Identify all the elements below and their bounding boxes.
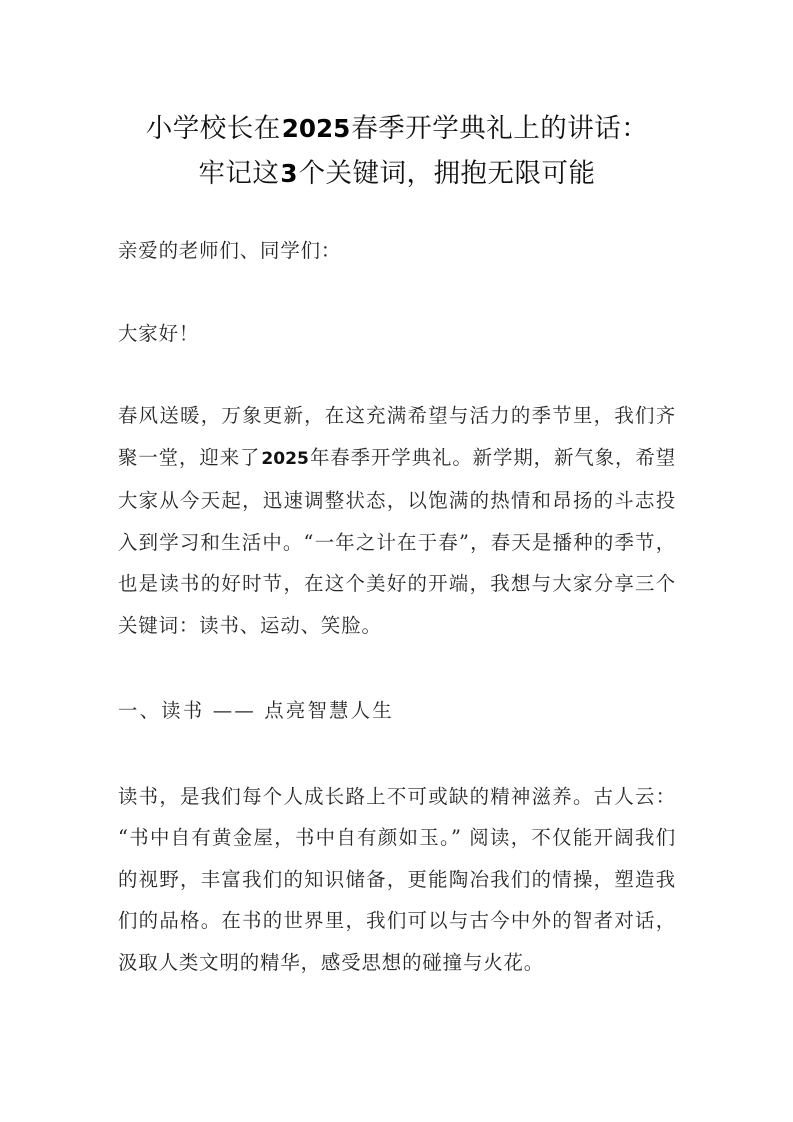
intro-paragraph-part-2: 年春季开学典礼。新学期，新气象，希望大家从今天起，迅速调整状态，以饱满的热情和昂扬的斗志投入到学习和生活中。“一年之计在于春”，春天是播种的季节，也是读书的好时节，在这个美好的开端，我想与大家分享三个关键词：读书、运动、笑脸。 — [118, 445, 676, 637]
title-line-1-prefix: 小学校长在 — [145, 113, 281, 144]
title-year-number: 2025 — [281, 114, 351, 143]
title-line-1-suffix: 春季开学典礼上的讲话： — [351, 113, 649, 144]
section-paragraph-reading: 读书，是我们每个人成长路上不可或缺的精神滋养。古人云：“书中自有黄金屋，书中自有颜如玉。” 阅读，不仅能开阔我们的视野，丰富我们的知识储备，更能陶冶我们的情操，塑造我们的品格。在书的世界里，我们可以与古今中外的智者对话，汲取人类文明的精华，感受思想的碰撞与火花。 — [118, 784, 676, 974]
title-line-2-prefix: 牢记这 — [198, 158, 280, 189]
spacer — [118, 732, 676, 776]
spacer — [118, 272, 676, 313]
title-keyword-count: 3 — [280, 159, 298, 188]
page-title — [118, 106, 676, 196]
section-heading-reading: 一、读书 —— 点亮智慧人生 — [118, 699, 394, 722]
document-body — [118, 230, 676, 983]
salutation: 亲爱的老师们、同学们： — [118, 239, 342, 262]
intro-year-number: 2025 — [261, 448, 309, 469]
intro-paragraph-part-1: 春风送暖，万象更新，在这充满希望与活力的季节里，我们齐聚一堂，迎来了 — [118, 404, 676, 469]
greeting: 大家好！ — [118, 321, 200, 345]
title-line-1 — [118, 106, 676, 151]
spacer — [118, 646, 676, 690]
intro-paragraph — [118, 395, 676, 646]
title-line-2-suffix: 个关键词，拥抱无限可能 — [298, 158, 596, 189]
title-line-2 — [118, 151, 676, 196]
spacer — [118, 354, 676, 395]
